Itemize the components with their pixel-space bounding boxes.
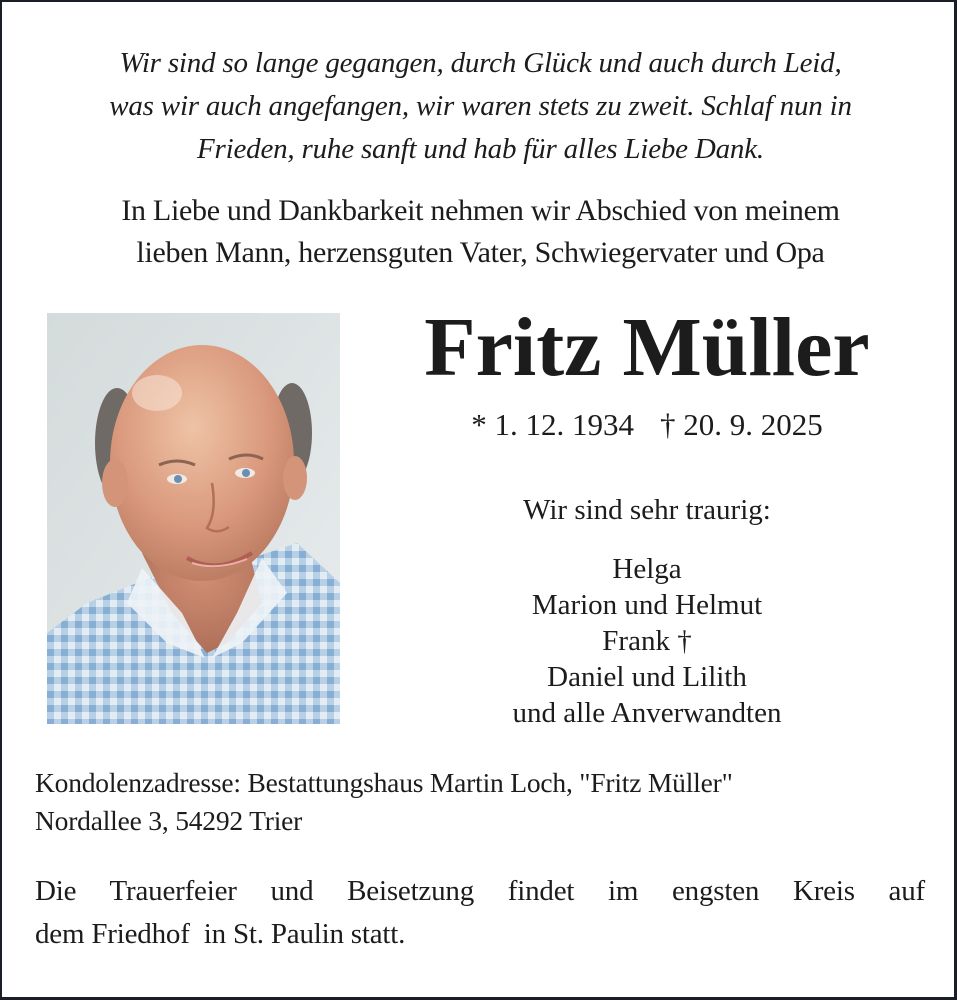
poem xyxy=(22,42,939,171)
death-cross-icon: † xyxy=(660,407,676,442)
birth-date: 1. 12. 1934 xyxy=(494,407,634,442)
ceremony-line: Die Trauerfeier und Beisetzung findet im engsten Kreis auf xyxy=(35,875,925,907)
mourners-heading: Wir sind sehr traurig: xyxy=(523,494,771,526)
condolence-line: Kondolenzadresse: Bestattungshaus Martin Loch, "Fritz Müller" xyxy=(35,767,733,798)
mourners-list xyxy=(382,551,912,731)
ceremony-notice xyxy=(35,870,925,956)
poem-line: Wir sind so lange gegangen, durch Glück und auch durch Leid, xyxy=(119,47,842,79)
intro-line: lieben Mann, herzensguten Vater, Schwiegervater und Opa xyxy=(136,236,825,269)
farewell-intro xyxy=(22,190,939,274)
mourner-name: Helga xyxy=(612,553,682,585)
mourner-name: Frank † xyxy=(602,625,692,657)
mourner-name: Marion und Helmut xyxy=(531,589,763,621)
condolence-address xyxy=(35,764,925,840)
poem-line: Frieden, ruhe sanft und hab für alles Liebe Dank. xyxy=(197,133,764,165)
death-date: 20. 9. 2025 xyxy=(683,407,823,442)
life-dates xyxy=(382,405,912,445)
portrait-photo xyxy=(47,313,340,724)
ceremony-line: dem Friedhof in St. Paulin statt. xyxy=(35,918,406,950)
mourner-name: Daniel und Lilith xyxy=(547,661,747,693)
birth-star-icon: * xyxy=(471,407,487,442)
poem-line: was wir auch angefangen, wir waren stets zu zweit. Schlaf nun in xyxy=(109,90,852,122)
deceased-name: Fritz Müller xyxy=(424,301,870,394)
intro-line: In Liebe und Dankbarkeit nehmen wir Abschied von meinem xyxy=(121,194,840,227)
mourner-name: und alle Anverwandten xyxy=(512,697,782,729)
condolence-line: Nordallee 3, 54292 Trier xyxy=(35,805,303,836)
